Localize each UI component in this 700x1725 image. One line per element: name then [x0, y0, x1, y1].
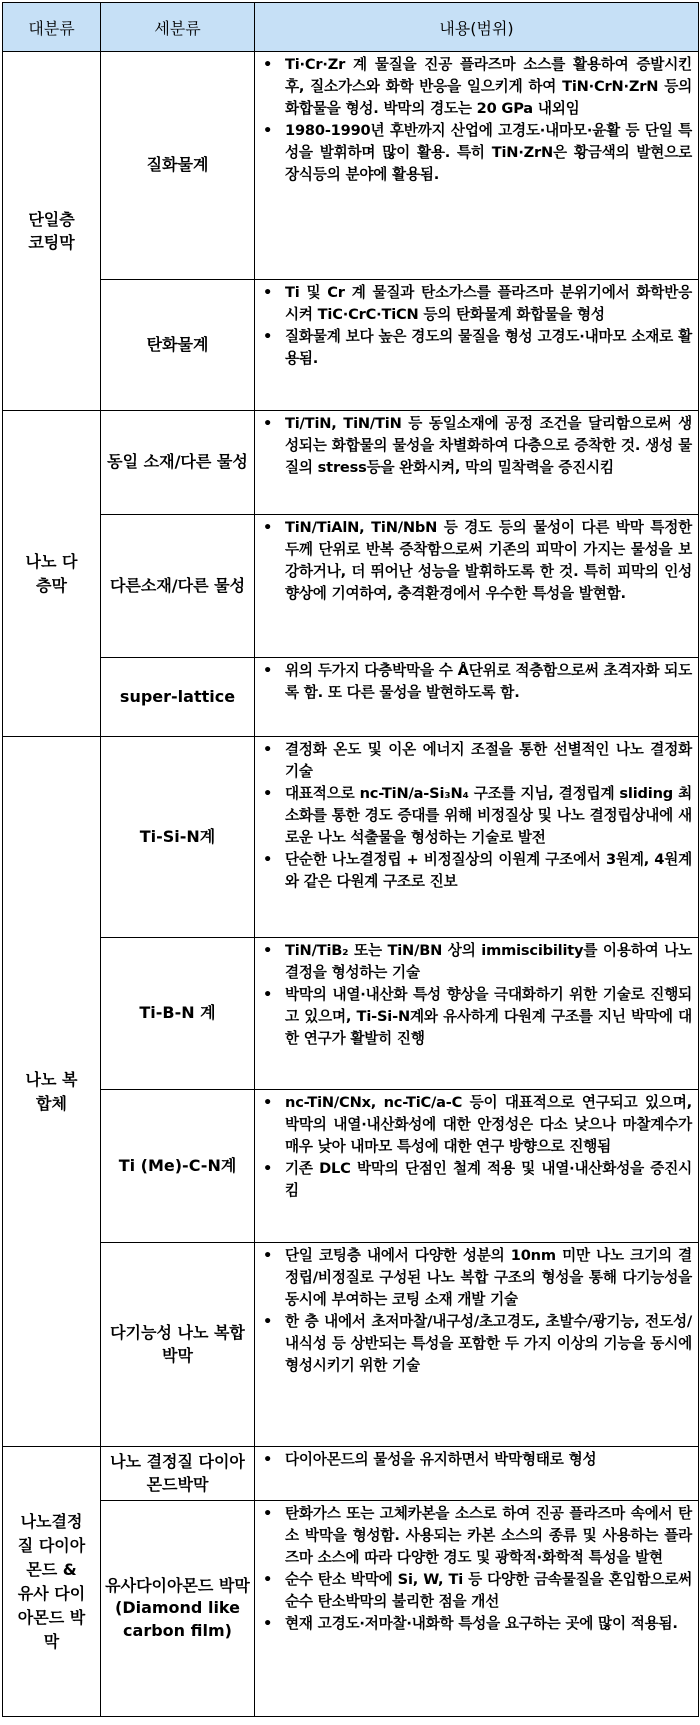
list-item: • 한 층 내에서 초저마찰/내구성/초고경도, 초발수/광기능, 전도성/내식성 등 상반되는 특성을 포함한 두 가지 이상의 기능을 동시에 형성시키기 위한 기술 [255, 1311, 692, 1377]
sub-category-cell: Ti-B-N 계 [101, 938, 255, 1090]
major-category-cell: 단일층 코팅막 [3, 52, 101, 411]
header-major-category: 대분류 [3, 3, 101, 52]
list-item: • 현재 고경도·저마찰·내화학 특성을 요구하는 곳에 많이 적용됨. [255, 1613, 692, 1635]
list-item: • 단순한 나노결정립 + 비정질상의 이원계 구조에서 3원계, 4원계와 같은 다원계 구조로 진보 [255, 849, 692, 893]
sub-category-cell: super-lattice [101, 658, 255, 737]
table-row [3, 1501, 699, 1717]
major-category-cell: 나노결정질 다이아몬드 & 유사 다이아몬드 박막 [3, 1447, 101, 1717]
list-item: • Ti·Cr·Zr 계 물질을 진공 플라즈마 소스를 활용하여 증발시킨 후, 질소가스와 화학 반응을 일으키게 하여 TiN·CrN·ZrN 등의 화합물을 형성. 박막의 경도는 20 GPa 내외임 [255, 54, 692, 120]
table-row [3, 411, 699, 515]
header-row [3, 3, 699, 52]
table-row [3, 938, 699, 1090]
content-cell [255, 411, 699, 515]
list-item: • nc-TiN/CNx, nc-TiC/a-C 등이 대표적으로 연구되고 있으며, 박막의 내열·내산화성에 대한 안정성은 다소 낮으나 마찰계수가 매우 낮아 내마모 특성에 대한 연구 방향으로 진행됨 [255, 1092, 692, 1158]
content-cell [255, 52, 699, 280]
major-category-cell: 나노 다층막 [3, 411, 101, 737]
content-cell [255, 938, 699, 1090]
list-item: • Ti 및 Cr 계 물질과 탄소가스를 플라즈마 분위기에서 화학반응 시켜 TiC·CrC·TiCN 등의 탄화물계 화합물을 형성 [255, 282, 692, 326]
content-cell [255, 1090, 699, 1243]
table-row [3, 1447, 699, 1501]
list-item: • 기존 DLC 박막의 단점인 철계 적용 및 내열·내산화성을 증진시킴 [255, 1158, 692, 1202]
content-cell [255, 1501, 699, 1717]
list-item: • 1980-1990년 후반까지 산업에 고경도·내마모·윤활 등 단일 특성을 발휘하며 많이 활용. 특히 TiN·ZrN은 황금색의 발현으로 장식등의 분야에 활용됨. [255, 120, 692, 186]
content-cell [255, 1447, 699, 1501]
content-cell [255, 280, 699, 411]
sub-category-cell: 동일 소재/다른 물성 [101, 411, 255, 515]
list-item: • Ti/TiN, TiN/TiN 등 동일소재에 공정 조건을 달리함으로써 생성되는 화합물의 물성을 차별화하여 다층으로 증착한 것. 생성 물질의 stress등을 완화시켜, 막의 밀착력을 증진시킴 [255, 413, 692, 479]
table-row [3, 515, 699, 658]
coating-classification-table [2, 2, 699, 1717]
list-item: • 결정화 온도 및 이온 에너지 조절을 통한 선별적인 나노 결정화 기술 [255, 739, 692, 783]
list-item: • 위의 두가지 다층박막을 수 Å단위로 적층함으로써 초격자화 되도록 함. 또 다른 물성을 발현하도록 함. [255, 660, 692, 704]
sub-category-cell: 탄화물계 [101, 280, 255, 411]
list-item: • 박막의 내열·내산화 특성 향상을 극대화하기 위한 기술로 진행되고 있으며, Ti-Si-N계와 유사하게 다원계 구조를 지닌 박막에 대한 연구가 활발히 진행 [255, 984, 692, 1050]
sub-category-cell: 다른소재/다른 물성 [101, 515, 255, 658]
sub-category-cell: 다기능성 나노 복합 박막 [101, 1243, 255, 1447]
sub-category-cell: Ti-Si-N계 [101, 737, 255, 938]
list-item: • TiN/TiAlN, TiN/NbN 등 경도 등의 물성이 다른 박막 특정한 두께 단위로 반복 증착함으로써 기존의 피막이 가지는 물성을 보강하거나, 더 뛰어난 성능을 발휘하도록 한 것. 특히 피막의 인성 향상에 기여하여, 충격환경에서 우수한 특성을 발현함. [255, 517, 692, 605]
content-cell [255, 1243, 699, 1447]
list-item: • TiN/TiB₂ 또는 TiN/BN 상의 immiscibility를 이용하여 나노 결정을 형성하는 기술 [255, 940, 692, 984]
list-item: • 다이아몬드의 물성을 유지하면서 박막형태로 형성 [255, 1449, 692, 1471]
content-cell [255, 658, 699, 737]
content-cell [255, 515, 699, 658]
header-content-range: 내용(범위) [255, 3, 699, 52]
table-row [3, 52, 699, 280]
sub-category-cell: 나노 결정질 다이아몬드박막 [101, 1447, 255, 1501]
sub-category-cell: Ti (Me)-C-N계 [101, 1090, 255, 1243]
header-sub-category: 세분류 [101, 3, 255, 52]
list-item: • 단일 코팅층 내에서 다양한 성분의 10nm 미만 나노 크기의 결정립/비정질로 구성된 나노 복합 구조의 형성을 통해 다기능성을 동시에 부여하는 코팅 소재 개발 기술 [255, 1245, 692, 1311]
major-category-cell: 나노 복합체 [3, 737, 101, 1447]
table-row [3, 280, 699, 411]
list-item: • 질화물계 보다 높은 경도의 물질을 형성 고경도·내마모 소재로 활용됨. [255, 326, 692, 370]
table-row [3, 737, 699, 938]
list-item: • 순수 탄소 박막에 Si, W, Ti 등 다양한 금속물질을 혼입함으로써 순수 탄소박막의 불리한 점을 개선 [255, 1569, 692, 1613]
list-item: • 대표적으로 nc-TiN/a-Si₃N₄ 구조를 지님, 결정립계 sliding 최소화를 통한 경도 증대를 위해 비정질상 및 나노 결정립상내에 새로운 나노 석출물을 형성하는 기술로 발전 [255, 783, 692, 849]
table-row [3, 1090, 699, 1243]
sub-category-cell: 질화물계 [101, 52, 255, 280]
sub-category-cell: 유사다이아몬드 박막 (Diamond like carbon film) [101, 1501, 255, 1717]
list-item: • 탄화가스 또는 고체카본을 소스로 하여 진공 플라즈마 속에서 탄소 박막을 형성함. 사용되는 카본 소스의 종류 및 사용하는 플라즈마 소스에 따라 다양한 경도 및 광학적·화학적 특성을 발현 [255, 1503, 692, 1569]
table-row [3, 1243, 699, 1447]
content-cell [255, 737, 699, 938]
table-row [3, 658, 699, 737]
